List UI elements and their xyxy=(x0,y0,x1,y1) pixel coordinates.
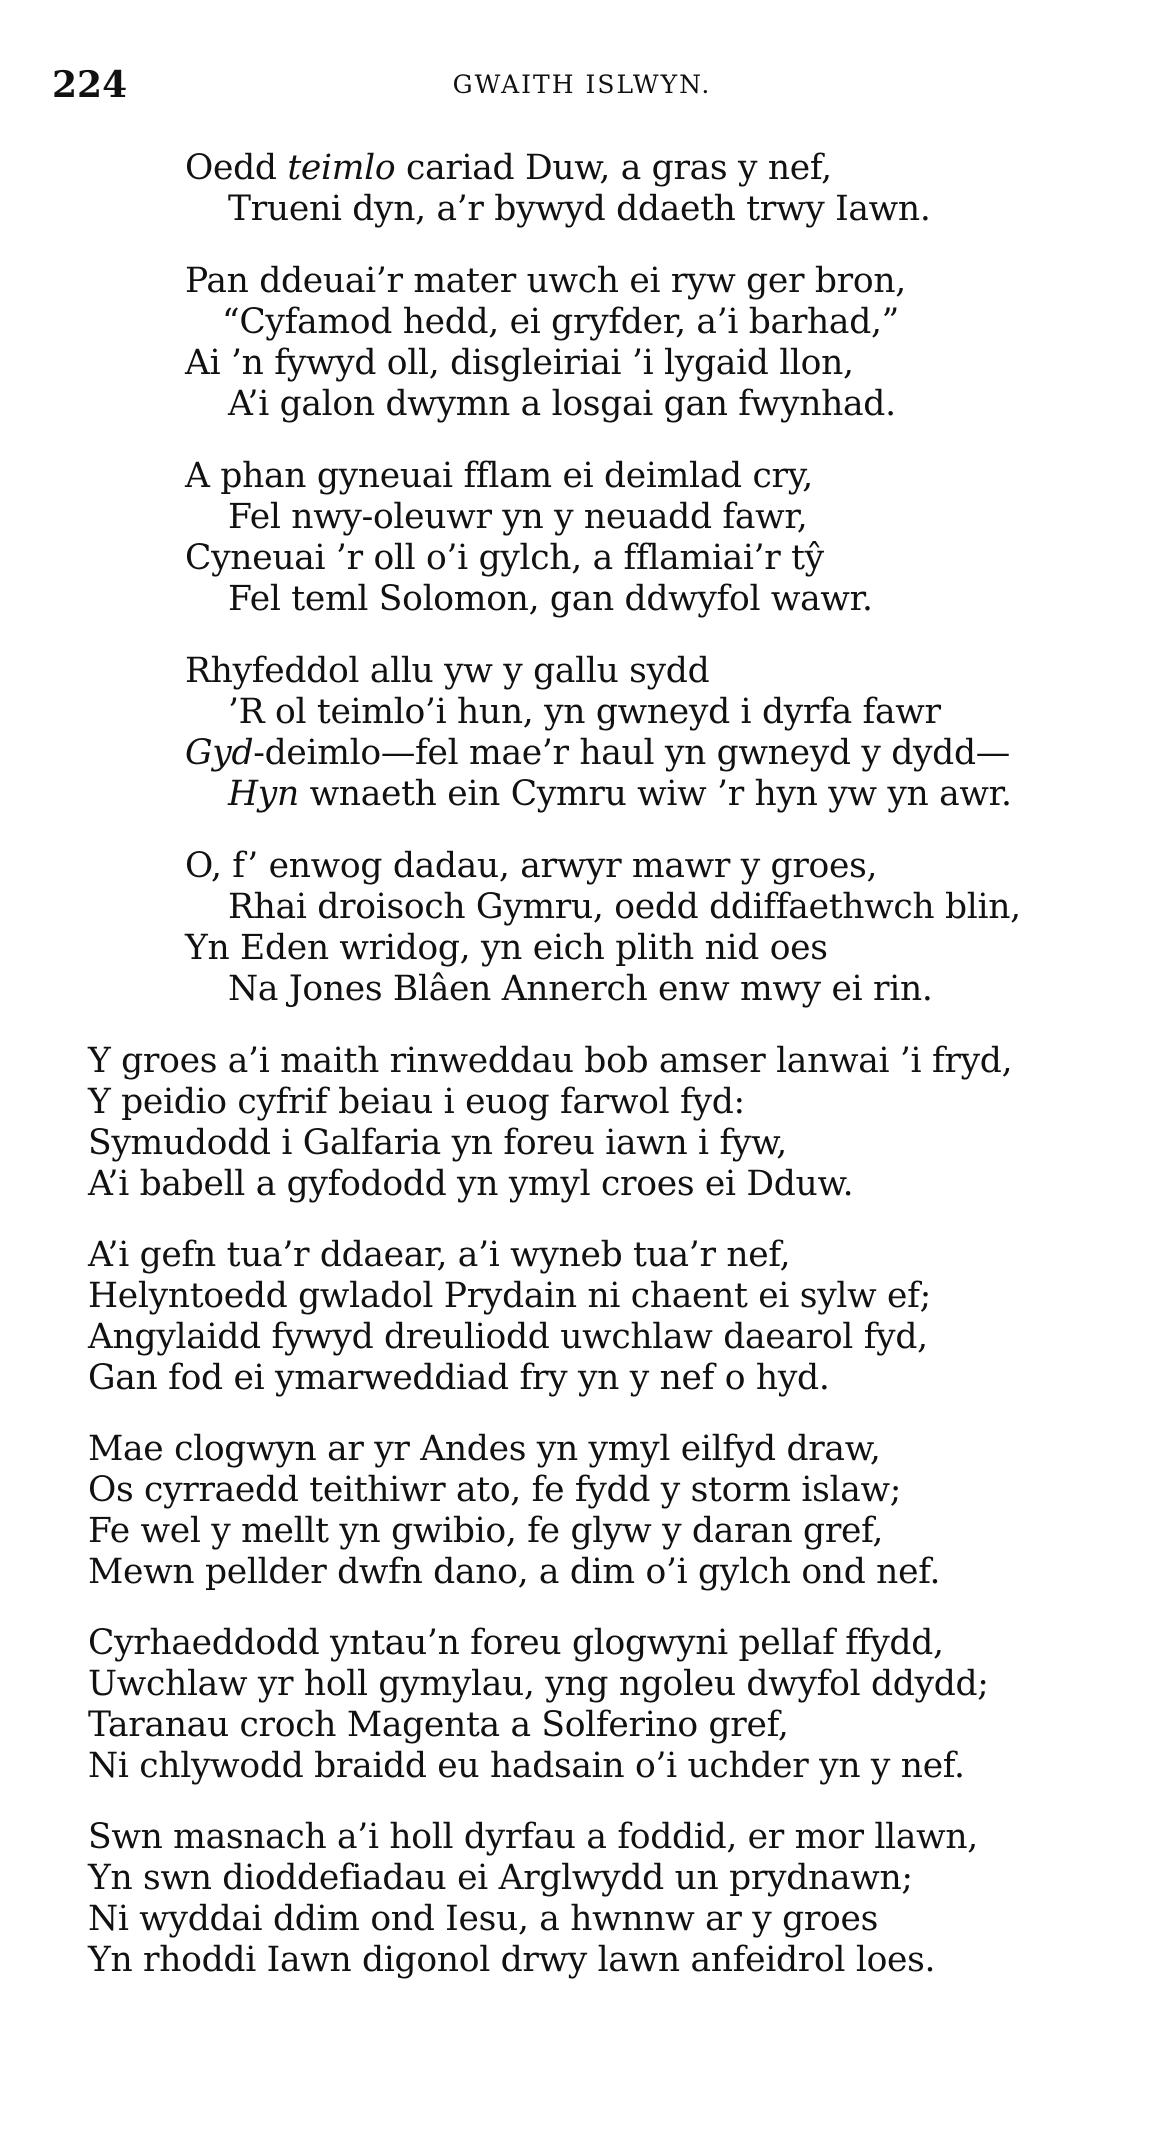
verse-line: Mae clogwyn ar yr Andes yn ymyl eilfyd draw, xyxy=(88,1429,881,1469)
verse-line: Hyn wnaeth ein Cymru wiw ’r hyn yw yn awr. xyxy=(228,774,1012,814)
verse-line: A phan gyneuai fflam ei deimlad cry, xyxy=(185,456,813,496)
stanza xyxy=(0,1817,1166,1981)
verse-line: Mewn pellder dwfn dano, a dim o’i gylch ond nef. xyxy=(88,1552,941,1592)
verse-line: Yn rhoddi Iawn digonol drwy lawn anfeidrol loes. xyxy=(88,1940,936,1980)
verse-line: Y groes a’i maith rinweddau bob amser lanwai ’i fryd, xyxy=(88,1041,1013,1081)
verse-line: Fel teml Solomon, gan ddwyfol wawr. xyxy=(228,579,873,619)
verse-line: A’i babell a gyfododd yn ymyl croes ei Dduw. xyxy=(88,1164,854,1204)
verse-line: Gan fod ei ymarweddiad fry yn y nef o hyd. xyxy=(88,1358,830,1398)
stanza xyxy=(0,651,1166,815)
stanza xyxy=(0,846,1166,1010)
verse-line: “Cyfamod hedd, ei gryfder, a’i barhad,” xyxy=(222,302,899,342)
page-number: 224 xyxy=(52,64,128,106)
verse-line: Na Jones Blâen Annerch enw mwy ei rin. xyxy=(228,969,933,1009)
verse-line: Cyrhaeddodd yntau’n foreu glogwyni pellaf ffydd, xyxy=(88,1623,944,1663)
verse-line: Swn masnach a’i holl dyrfau a foddid, er mor llawn, xyxy=(88,1817,978,1857)
verse-line: Ni wyddai ddim ond Iesu, a hwnnw ar y groes xyxy=(88,1899,879,1939)
verse-line: Oedd teimlo cariad Duw, a gras y nef, xyxy=(185,148,832,188)
stanza xyxy=(0,1623,1166,1787)
verse-line: Ni chlywodd braidd eu hadsain o’i uchder yn y nef. xyxy=(88,1746,965,1786)
running-title: GWAITH ISLWYN. xyxy=(452,70,712,99)
verse-line: Fe wel y mellt yn gwibio, fe glyw y daran gref, xyxy=(88,1511,884,1551)
verse-line: Pan ddeuai’r mater uwch ei ryw ger bron, xyxy=(185,261,906,301)
stanza xyxy=(0,1235,1166,1399)
stanza xyxy=(0,148,1166,230)
verse-line: Helyntoedd gwladol Prydain ni chaent ei sylw ef; xyxy=(88,1276,931,1316)
verse-line: Y peidio cyfrif beiau i euog farwol fyd: xyxy=(88,1082,745,1122)
verse-line: ’R ol teimlo’i hun, yn gwneyd i dyrfa fawr xyxy=(228,692,941,732)
verse-line: Fel nwy-oleuwr yn y neuadd fawr, xyxy=(228,497,808,537)
verse-line: Trueni dyn, a’r bywyd ddaeth trwy Iawn. xyxy=(228,189,931,229)
verse-line: Uwchlaw yr holl gymylau, yng ngoleu dwyfol ddydd; xyxy=(88,1664,989,1704)
poem-body xyxy=(0,148,1166,2011)
stanza xyxy=(0,1041,1166,1205)
verse-line: Rhai droisoch Gymru, oedd ddiffaethwch blin, xyxy=(228,887,1021,927)
verse-line: A’i galon dwymn a losgai gan fwynhad. xyxy=(228,384,896,424)
verse-line: Cyneuai ’r oll o’i gylch, a fflamiai’r tŷ xyxy=(185,538,824,578)
verse-line: Gyd-deimlo—fel mae’r haul yn gwneyd y dydd— xyxy=(185,733,1010,773)
verse-line: Taranau croch Magenta a Solferino gref, xyxy=(88,1705,789,1745)
verse-line: Os cyrraedd teithiwr ato, fe fydd y storm islaw; xyxy=(88,1470,902,1510)
verse-line: Yn swn dioddefiadau ei Arglwydd un prydnawn; xyxy=(88,1858,913,1898)
stanza xyxy=(0,456,1166,620)
verse-line: Angylaidd fywyd dreuliodd uwchlaw daearol fyd, xyxy=(88,1317,928,1357)
page-header xyxy=(52,64,1112,104)
stanza xyxy=(0,1429,1166,1593)
verse-line: Yn Eden wridog, yn eich plith nid oes xyxy=(185,928,828,968)
verse-line: O, f’ enwog dadau, arwyr mawr y groes, xyxy=(185,846,878,886)
stanza xyxy=(0,261,1166,425)
verse-line: Rhyfeddol allu yw y gallu sydd xyxy=(185,651,710,691)
verse-line: Symudodd i Galfaria yn foreu iawn i fyw, xyxy=(88,1123,787,1163)
verse-line: A’i gefn tua’r ddaear, a’i wyneb tua’r nef, xyxy=(88,1235,791,1275)
verse-line: Ai ’n fywyd oll, disgleiriai ’i lygaid llon, xyxy=(185,343,854,383)
